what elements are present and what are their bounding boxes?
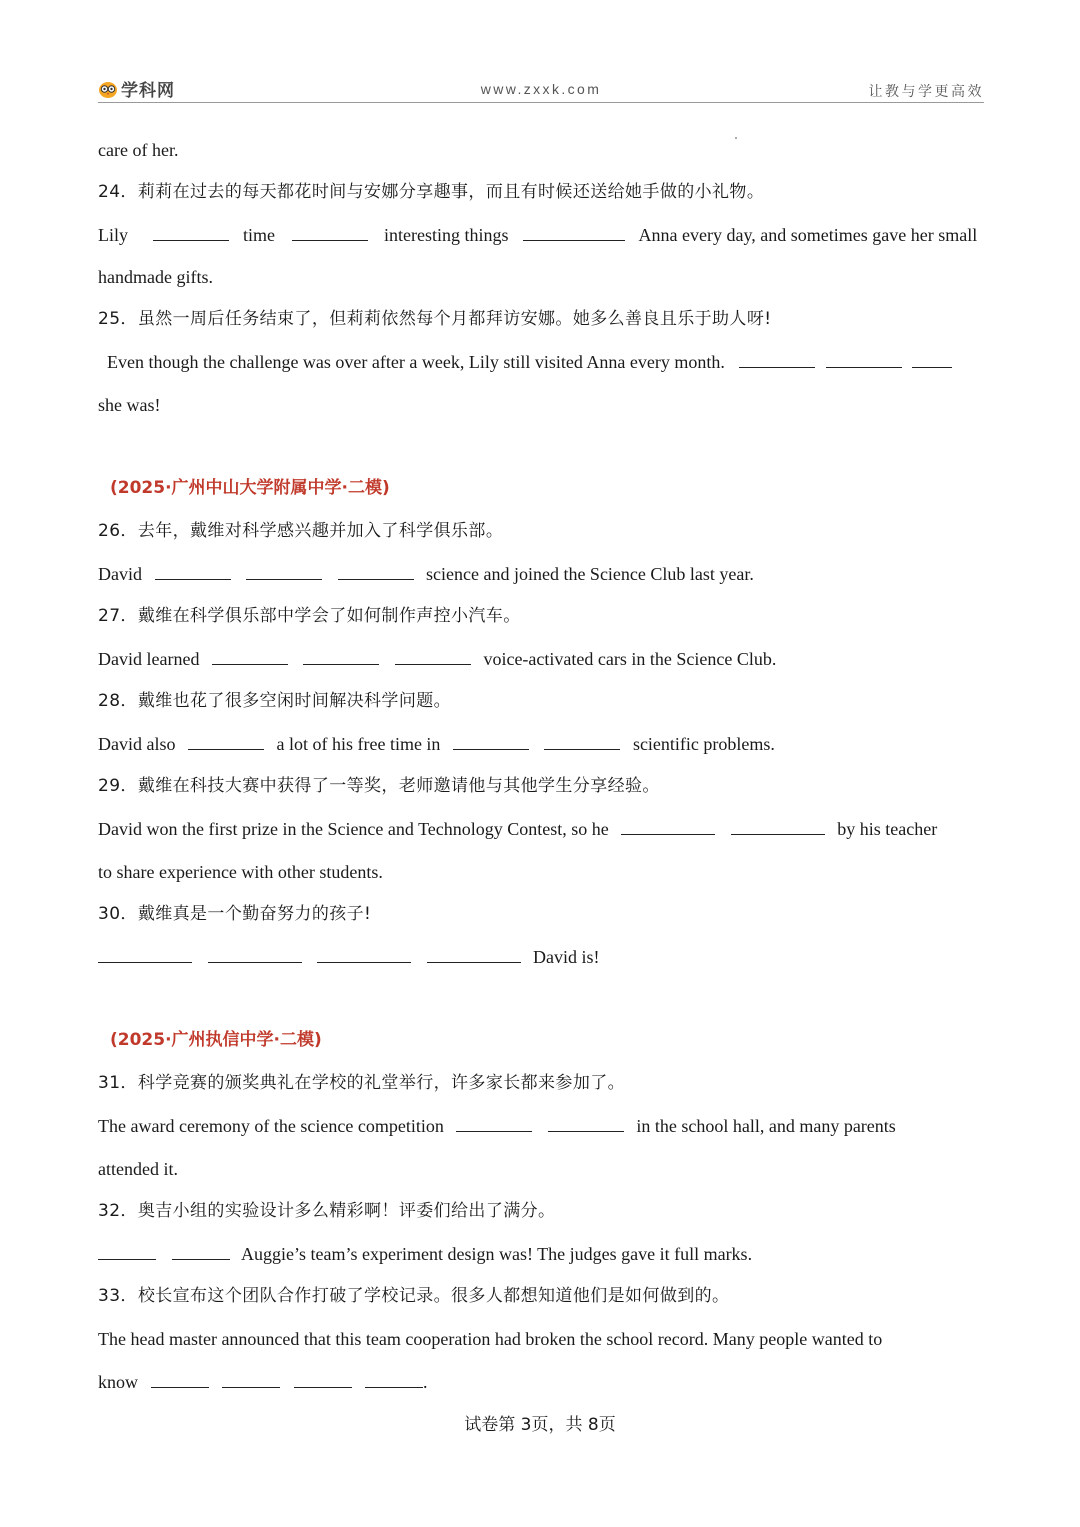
question-27-english (98, 647, 776, 671)
answer-blank[interactable] (427, 946, 521, 963)
speck (735, 137, 737, 139)
question-25-chinese: 25．虽然一周后任务结束了，但莉莉依然每个月都拜访安娜。她多么善良且乐于助人呀! (98, 309, 772, 329)
question-25-english-cont: she was! (98, 395, 161, 415)
text: time (243, 225, 275, 245)
text: science and joined the Science Club last year. (426, 564, 754, 584)
question-26-english (98, 562, 754, 586)
text: in the school hall, and many parents (636, 1116, 896, 1136)
text: The award ceremony of the science competition (98, 1116, 444, 1136)
answer-blank[interactable] (317, 946, 411, 963)
text: Anna every day, and sometimes gave her small (638, 225, 978, 245)
question-31-english-cont: attended it. (98, 1159, 178, 1179)
question-29-english-cont: to share experience with other students. (98, 862, 383, 882)
logo-text: 学科网 (121, 81, 175, 101)
source-heading-2: (2025·广州执信中学·二模) (110, 1030, 322, 1050)
text: David won the first prize in the Science and Technology Contest, so he (98, 819, 609, 839)
answer-blank[interactable] (731, 818, 825, 835)
question-30-english (98, 945, 600, 969)
question-32-english (98, 1242, 752, 1266)
site-slogan: 让教与学更高效 (868, 84, 984, 100)
question-31-chinese: 31．科学竞赛的颁奖典礼在学校的礼堂举行，许多家长都来参加了。 (98, 1073, 626, 1093)
question-31-english (98, 1114, 896, 1138)
answer-blank[interactable] (155, 563, 231, 580)
text: David is! (533, 947, 600, 967)
answer-blank[interactable] (294, 1371, 352, 1388)
answer-blank[interactable] (222, 1371, 280, 1388)
answer-blank[interactable] (365, 1371, 423, 1388)
answer-blank[interactable] (98, 1243, 156, 1260)
answer-blank[interactable] (621, 818, 715, 835)
question-24-english (98, 223, 977, 247)
text: Lily (98, 225, 128, 245)
question-28-english (98, 732, 775, 756)
answer-blank[interactable] (292, 224, 368, 241)
site-url[interactable]: www.zxxk.com (480, 81, 602, 97)
answer-blank[interactable] (208, 946, 302, 963)
text: David also (98, 734, 176, 754)
page-number-footer: 试卷第 3页，共 8页 (464, 1415, 616, 1435)
answer-blank[interactable] (739, 351, 815, 368)
question-33-english-cont (98, 1370, 428, 1394)
question-29-chinese: 29．戴维在科技大赛中获得了一等奖，老师邀请他与其他学生分享经验。 (98, 776, 660, 796)
answer-blank[interactable] (172, 1243, 230, 1260)
answer-blank[interactable] (523, 224, 625, 241)
question-30-chinese: 30．戴维真是一个勤奋努力的孩子! (98, 904, 372, 924)
text: voice-activated cars in the Science Club. (483, 649, 777, 669)
text: scientific problems. (632, 734, 775, 754)
text: . (423, 1372, 428, 1392)
question-27-chinese: 27．戴维在科学俱乐部中学会了如何制作声控小汽车。 (98, 606, 521, 626)
answer-blank[interactable] (456, 1115, 532, 1132)
question-32-chinese: 32．奥吉小组的实验设计多么精彩啊！评委们给出了满分。 (98, 1201, 556, 1221)
question-33-chinese: 33．校长宣布这个团队合作打破了学校记录。很多人都想知道他们是如何做到的。 (98, 1286, 730, 1306)
answer-blank[interactable] (548, 1115, 624, 1132)
answer-blank[interactable] (912, 351, 952, 368)
answer-blank[interactable] (453, 733, 529, 750)
text: Auggie’s team’s experiment design was! The judges gave it full marks. (241, 1244, 753, 1264)
question-24-chinese: 24．莉莉在过去的每天都花时间与安娜分享趣事，而且有时候还送给她手做的小礼物。 (98, 182, 765, 202)
question-28-chinese: 28．戴维也花了很多空闲时间解决科学问题。 (98, 691, 452, 711)
answer-blank[interactable] (153, 224, 229, 241)
answer-blank[interactable] (303, 648, 379, 665)
question-33-english: The head master announced that this team cooperation had broken the school record. Many people wanted to (98, 1329, 883, 1349)
continuation-line: care of her. (98, 140, 179, 160)
answer-blank[interactable] (151, 1371, 209, 1388)
answer-blank[interactable] (338, 563, 414, 580)
text: Even though the challenge was over after a week, Lily still visited Anna every month. (107, 352, 725, 372)
text: David (98, 564, 142, 584)
answer-blank[interactable] (826, 351, 902, 368)
text: David learned (98, 649, 200, 669)
answer-blank[interactable] (98, 946, 192, 963)
text: interesting things (384, 225, 509, 245)
text: know (98, 1372, 138, 1392)
text: a lot of his free time in (276, 734, 441, 754)
question-24-english-cont: handmade gifts. (98, 267, 213, 287)
question-26-chinese: 26．去年，戴维对科学感兴趣并加入了科学俱乐部。 (98, 521, 504, 541)
answer-blank[interactable] (246, 563, 322, 580)
header-divider (98, 102, 984, 103)
answer-blank[interactable] (212, 648, 288, 665)
answer-blank[interactable] (188, 733, 264, 750)
question-25-english (107, 350, 955, 374)
page-header (98, 76, 984, 102)
source-heading-1: (2025·广州中山大学附属中学·二模) (110, 478, 390, 498)
answer-blank[interactable] (544, 733, 620, 750)
question-29-english (98, 817, 937, 841)
answer-blank[interactable] (395, 648, 471, 665)
text: by his teacher (837, 819, 938, 839)
